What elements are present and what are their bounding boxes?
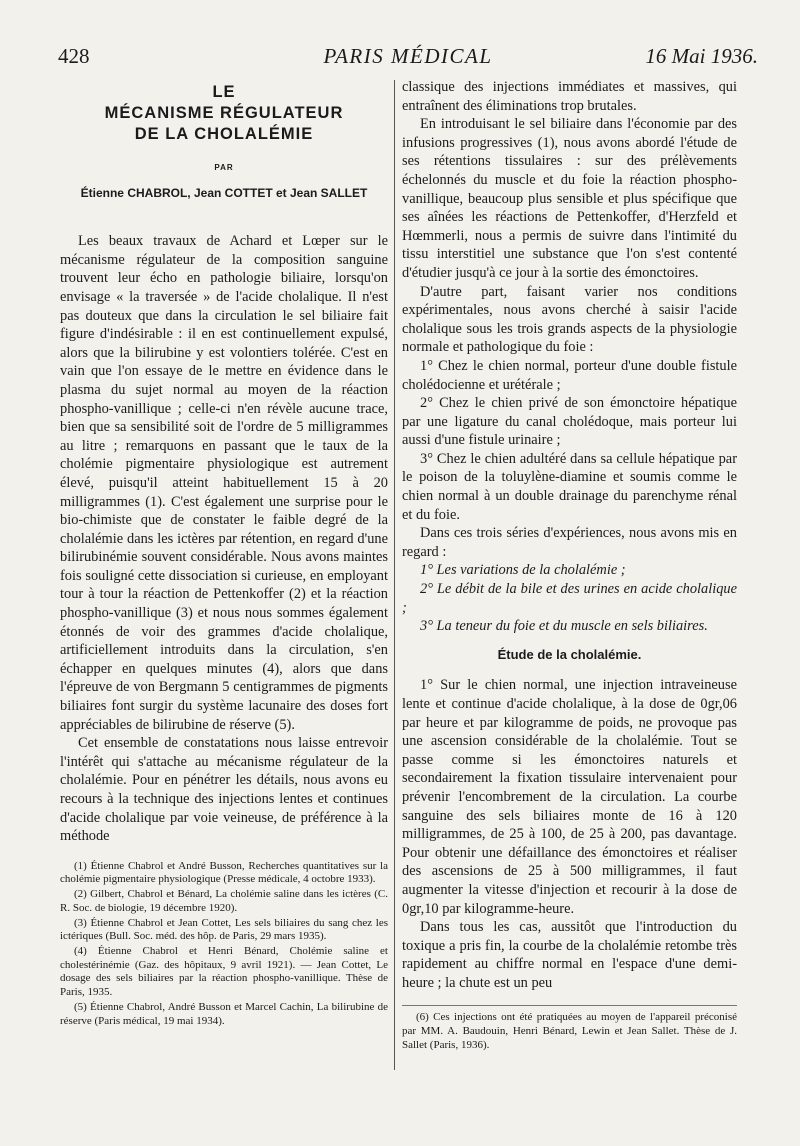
right-paragraph-6: 3° Chez le chien adultéré dans sa cellule hépatique par le poison de la toluylène-diamine et soumis comme le chien normal à un double drainage du parenchyme rénal et du foie. [402, 450, 737, 523]
right-paragraph-3: D'autre part, faisant varier nos conditions expérimentales, nous avons cherché à saisir l'acide cholalique sous les trois grands aspects de la physiologie normale et pathologique du foie : [402, 283, 737, 356]
right-paragraph-5: 2° Chez le chien privé de son émonctoire hépatique par une ligature du canal cholédoque, mais porteur lui aussi d'une fistule urinaire ; [402, 395, 737, 449]
footnote-2: (2) Gilbert, Chabrol et Bénard, La cholémie saline dans les ictères (C. R. Soc. de biologie, 19 décembre 1920). [60, 888, 388, 914]
section-heading: Étude de la cholalémie. [497, 646, 642, 662]
issue-date: 16 Mai 1936. [645, 44, 758, 68]
right-paragraph-4: 1° Chez le chien normal, porteur d'une double fistule cholédocienne et urétérale ; [402, 357, 737, 393]
list-item-2: 2° Le débit de la bile et des urines en acide cholalique ; [402, 581, 737, 616]
footnote-6: (6) Ces injections ont été pratiquées au moyen de l'appareil préconisé par MM. A. Baudouin, Henri Bénard, Lewin et Jean Sallet. Thèse de J. Sallet (Paris, 1936). [402, 1010, 737, 1051]
left-paragraph-1: Les beaux travaux de Achard et Lœper sur le mécanisme régulateur de la composition sanguine trouvent leur écho en pathologie biliaire, lorsqu'on envisage « la traversée » de l'acide cholalique. Il n'est pas douteux que dans la circulation le sel biliaire fait figure d'indésirable : il en est continuellement expulsé, alors que la bilirubine y est volontiers tolérée. C'est en vain que l'on essaye de le mettre en évidence dans le plasma du sujet normal au moyen de la réaction phospho-vanillique ; celle-ci n'en révèle aucune trace, bien que sa sensibilité soit de l'ordre de 5 milligrammes au litre ; remarquons en passant que le taux de la cholémie pigmentaire physiologique est autrement élevé, puisqu'il atteint habituellement 15 à 20 milligrammes (1). C'est également une surprise pour le bio-chimiste que de constater le faible degré de la cholalémie dans les ictères par rétention, en regard d'une bilirubinémie souvent considérable. Nous avons maintes fois souligné cette dissociation si curieuse, en employant tour à tour la réaction de Pettenkoffer (2) et la réaction phospho-vanillique (3) et nous nous sommes également étonnés de voir des grammes d'acide cholalique, artificiellement introduits dans la circulation, s'en échapper en quelques minutes (4), alors que dans l'épreuve de von Bergmann 5 centigrammes de pigments biliaires font surgir du système lacunaire des doses fort appréciables de bilirubine de réserve (5). [60, 233, 388, 733]
column-divider [394, 80, 395, 1070]
footnotes [60, 860, 388, 1028]
list-item-1: 1° Les variations de la cholalémie ; [420, 562, 626, 579]
running-header [58, 40, 758, 70]
article-authors: Étienne CHABROL, Jean COTTET et Jean SALLET [80, 185, 368, 200]
left-column [60, 78, 388, 1029]
footnote-1: (1) Étienne Chabrol et André Busson, Recherches quantitatives sur la cholémie pigmentaire physiologique (Presse médicale, 4 octobre 1933). [60, 859, 388, 886]
comparison-list [402, 561, 737, 635]
right-paragraph-1: classique des injections immédiates et massives, qui entraînent des éliminations trop brutales. [402, 79, 737, 114]
right-column [402, 78, 737, 1052]
left-paragraph-2: Cet ensemble de constatations nous laisse entrevoir l'intérêt qui s'attache au mécanisme régulateur de la cholalémie. Pour en pénétrer les détails, nous avons eu recours à la technique des injections lentes et continues d'acide cholalique par voie veineuse, de préférence à la méthode [60, 735, 388, 845]
right-footnote [402, 1005, 737, 1052]
title-line-2: MÉCANISME RÉGULATEUR [104, 104, 344, 122]
right-paragraph-9: Dans tous les cas, aussitôt que l'introduction du toxique a pris fin, la courbe de la cholalémie retombe très rapidement au chiffre normal en l'espace d'une demi-heure ; la chute est un peu [402, 919, 737, 991]
footnote-3: (3) Étienne Chabrol et Jean Cottet, Les sels biliaires du sang chez les ictériques (Bull. Soc. méd. des hôp. de Paris, 29 mars 1935). [60, 916, 388, 943]
title-line-1: LE [212, 83, 236, 101]
right-paragraph-7: Dans ces trois séries d'expériences, nous avons mis en regard : [402, 525, 737, 560]
right-paragraph-2: En introduisant le sel biliaire dans l'économie par des infusions progressives (1), nous avons abordé l'étude de ses rétentions tissulaires : sur des prélèvements échelonnés du muscle et du foie la réaction phospho-vanillique, beaucoup plus sensible et plus spécifique que ses aînées les réactions de Pettenkoffer, d'Herzfeld et Hœmmerli, nous a permis de suivre dans l'intimité du tissu interstitiel une substance que l'on s'est contenté d'étudier jusqu'à ce jour à la sortie des émonctoires. [402, 116, 737, 281]
page-number: 428 [58, 44, 90, 68]
list-item-3: 3° La teneur du foie et du muscle en sels biliaires. [420, 618, 708, 635]
footnote-4: (4) Étienne Chabrol et Henri Bénard, Cholémie saline et cholestérinémie (Gaz. des hôpitaux, 9 avril 1921). — Jean Cottet, Le dosage des sels biliaires par la réaction phospho-vanillique. Thèse de Paris, 1935. [60, 945, 388, 999]
by-line-par: PAR [214, 163, 234, 172]
footnote-5: (5) Étienne Chabrol, André Busson et Marcel Cachin, La bilirubine de réserve (Paris médical, 19 mai 1934). [60, 1000, 388, 1027]
journal-title: PARIS MÉDICAL [323, 44, 493, 68]
title-line-3: DE LA CHOLALÉMIE [134, 125, 314, 143]
article-title [60, 82, 388, 145]
right-paragraph-8: 1° Sur le chien normal, une injection intraveineuse lente et continue d'acide cholalique, à la dose de 0gr,06 par heure et par kilogramme de poids, ne provoque pas une ascension considérable de la cholalémie. Tout se passe comme si les émonctoires naturels et secondairement la fixation tissulaire intervenaient pour prévenir l'encombrement de la circulation. La courbe sanguine des sels biliaires monte de 16 à 120 milligrammes, de 25 à 100, de 25 à 200, pas davantage. Pour obtenir une défaillance des émonctoires et réaliser des ascensions de 25 à 500 milligrammes, il faut augmenter la vitesse d'injection et recourir à la dose de 0gr,10 par kilogramme-heure. [402, 677, 737, 917]
